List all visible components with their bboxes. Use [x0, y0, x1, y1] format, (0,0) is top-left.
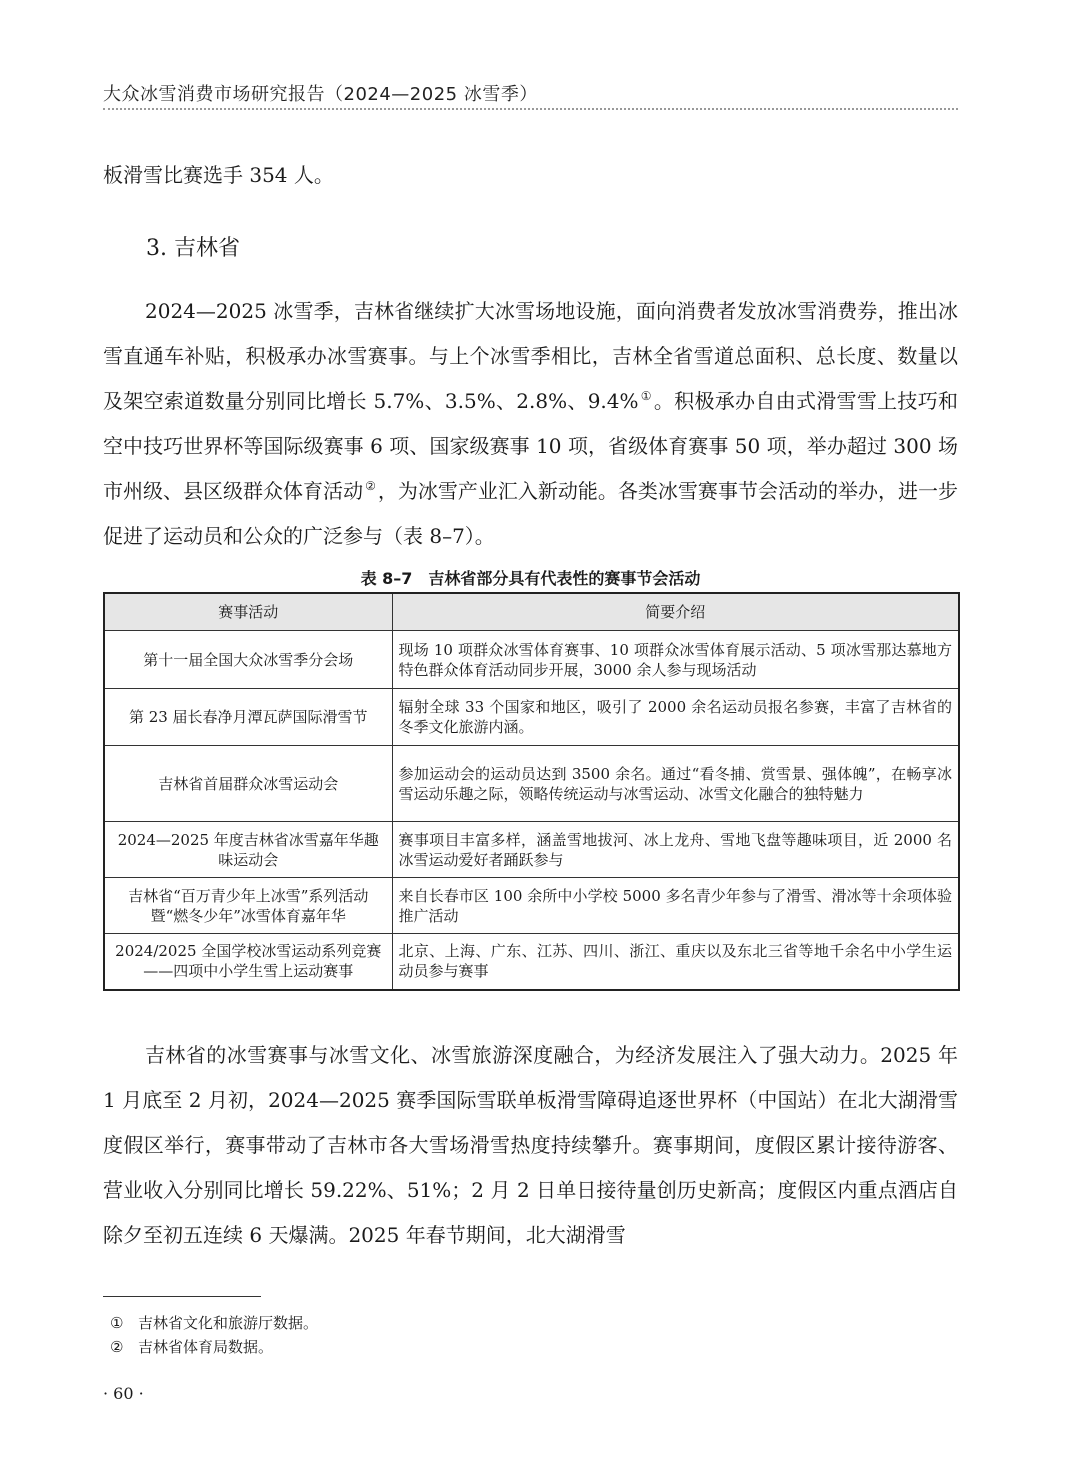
event-name-cell: 2024/2025 全国学校冰雪运动系列竞赛——四项中小学生雪上运动赛事: [104, 934, 392, 990]
table-row: [104, 822, 959, 878]
footnote-2: [110, 1337, 273, 1357]
table-row: [104, 746, 959, 822]
table-number: 表 8–7: [360, 569, 413, 588]
footnote-text: 吉林省文化和旅游厅数据。: [138, 1314, 319, 1332]
footnote-mark: ①: [110, 1314, 124, 1332]
event-desc-cell: 辐射全球 33 个国家和地区，吸引了 2000 余名运动员报名参赛，丰富了吉林省的冬季文化旅游内涵。: [392, 689, 959, 746]
event-name-cell: 吉林省“百万青少年上冰雪”系列活动暨“燃冬少年”冰雪体育嘉年华: [104, 878, 392, 934]
column-header-event: 赛事活动: [104, 593, 392, 631]
table-row: [104, 689, 959, 746]
event-desc-cell: 来自长春市区 100 余所中小学校 5000 多名青少年参与了滑雪、滑冰等十余项体验推广活动: [392, 878, 959, 934]
event-name-cell: 2024—2025 年度吉林省冰雪嘉年华趣味运动会: [104, 822, 392, 878]
section-heading: 3. 吉林省: [146, 236, 240, 261]
event-desc-cell: 参加运动会的运动员达到 3500 余名。通过“看冬捕、赏雪景、强体魄”，在畅享冰雪运动乐趣之际，领略传统运动与冰雪运动、冰雪文化融合的独特魅力: [392, 746, 959, 822]
paragraph-jilin-intro: [103, 289, 958, 559]
table-row: [104, 631, 959, 689]
table-header-row: [104, 593, 959, 631]
table-row: [104, 878, 959, 934]
paragraph-text: 2024—2025 冰雪季，吉林省继续扩大冰雪场地设施，面向消费者发放冰雪消费券，推出冰雪直通车补贴，积极承办冰雪赛事。与上个冰雪季相比，吉林全省雪道总面积、总长度、数量以及架空索道数量分别同比增长 5.7%、3.5%、2.8%、9.4%: [103, 299, 958, 413]
table-caption: [103, 566, 958, 589]
event-desc-cell: 北京、上海、广东、江苏、四川、浙江、重庆以及东北三省等地千余名中小学生运动员参与赛事: [392, 934, 959, 990]
event-name-cell: 第十一届全国大众冰雪季分会场: [104, 631, 392, 689]
footnote-ref-2[interactable]: ②: [365, 479, 376, 493]
footnote-mark: ②: [110, 1338, 124, 1356]
footnote-1: [110, 1313, 318, 1333]
continuation-text: 板滑雪比赛选手 354 人。: [103, 163, 334, 187]
table-row: [104, 934, 959, 990]
event-name-cell: 第 23 届长春净月潭瓦萨国际滑雪节: [104, 689, 392, 746]
footnote-divider: [103, 1296, 261, 1297]
header-divider: [103, 108, 958, 110]
column-header-intro: 简要介绍: [392, 593, 959, 631]
running-header: 大众冰雪消费市场研究报告（2024—2025 冰雪季）: [103, 84, 538, 105]
events-table: [103, 592, 960, 991]
paragraph-economy: 吉林省的冰雪赛事与冰雪文化、冰雪旅游深度融合，为经济发展注入了强大动力。2025 年 1 月底至 2 月初，2024—2025 赛季国际雪联单板滑雪障碍追逐世界杯（中国站）在北大湖滑雪度假区举行，赛事带动了吉林市各大雪场滑雪热度持续攀升。赛事期间，度假区累计接待游客、营业收入分别同比增长 59.22%、51%；2 月 2 日单日接待量创历史新高；度假区内重点酒店自除夕至初五连续 6 天爆满。2025 年春节期间，北大湖滑雪: [103, 1043, 958, 1247]
event-desc-cell: 现场 10 项群众冰雪体育赛事、10 项群众冰雪体育展示活动、5 项冰雪那达慕地方特色群众体育活动同步开展，3000 余人参与现场活动: [392, 631, 959, 689]
table-title: 吉林省部分具有代表性的赛事节会活动: [428, 569, 701, 588]
page-number: · 60 ·: [103, 1384, 144, 1403]
event-name-cell: 吉林省首届群众冰雪运动会: [104, 746, 392, 822]
footnote-text: 吉林省体育局数据。: [138, 1338, 274, 1356]
paragraph-text: 。积极承办自由式滑雪雪上技巧和空中技巧世界杯等国际级赛事 6 项、国家级赛事 10 项，省级体育赛事 50 项，举办超过 300 场市州级、县区级群众体育活动: [103, 389, 959, 503]
footnote-ref-1[interactable]: ①: [640, 389, 652, 403]
event-desc-cell: 赛事项目丰富多样，涵盖雪地拔河、冰上龙舟、雪地飞盘等趣味项目，近 2000 名冰雪运动爱好者踊跃参与: [392, 822, 959, 878]
paragraph-text: ，为冰雪产业汇入新动能。各类冰雪赛事节会活动的举办，进一步促进了运动员和公众的广泛参与（表 8–7）。: [103, 479, 958, 548]
